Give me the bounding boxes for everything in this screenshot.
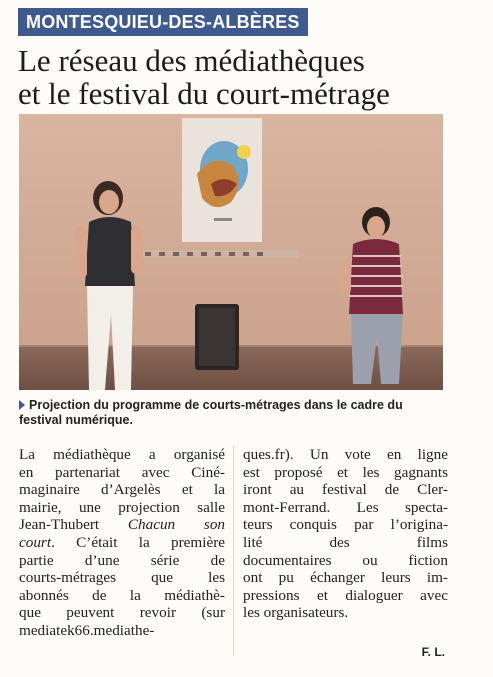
column2-line: mont-Ferrand. Les specta- — [243, 498, 448, 516]
column2-line: les organisateurs. — [243, 604, 349, 622]
column2-line: teurs conquis par l’origina- — [243, 516, 448, 534]
author-signature: F. L. — [421, 645, 445, 659]
column1-line: en partenariat avec Ciné- — [19, 463, 225, 481]
column2-line: documentaires ou fiction — [243, 551, 448, 569]
column2-line: ques.fr). Un vote en ligne — [243, 446, 448, 463]
article-headline — [18, 44, 478, 110]
column1-line: court. C’était la première — [19, 533, 225, 551]
caption-marker-icon — [19, 400, 25, 410]
column2-line: est proposé et les gagnants — [243, 463, 448, 481]
column1-line: mediatek66.mediathe- — [19, 621, 155, 639]
column1-line: partie d’une série de — [19, 551, 225, 569]
column1-line: abonnés de la médiathè- — [19, 586, 225, 604]
column1-line: La médiathèque a organisé — [19, 446, 225, 463]
caption-text: Projection du programme de courts-métrages dans le cadre du festival numérique. — [19, 398, 403, 427]
headline-line-1: Le réseau des médiathèques — [18, 43, 365, 78]
column1-line: maginaire d’Argelès et la — [19, 481, 225, 499]
column1-line: mairie, une projection salle — [19, 498, 225, 516]
headline-line-2: et le festival du court-métrage — [18, 76, 390, 111]
column1-line: Jean-Thubert Chacun son — [19, 516, 225, 534]
column1-line: courts-métrages que les — [19, 569, 225, 587]
column2-line: lité des films — [243, 533, 448, 551]
column1-line: que peuvent revoir (sur — [19, 604, 225, 622]
section-kicker: MONTESQUIEU-DES-ALBÈRES — [18, 8, 308, 36]
column-divider — [233, 446, 234, 656]
column2-line: ont pu échanger leurs im- — [243, 569, 448, 587]
article-column-2 — [243, 446, 448, 622]
article-column-1 — [19, 446, 225, 640]
column2-line: iront au festival de Cler- — [243, 481, 448, 499]
photo-caption — [19, 398, 449, 428]
column2-line: pressions et dialoguer avec — [243, 586, 448, 604]
article-photo — [19, 114, 443, 390]
